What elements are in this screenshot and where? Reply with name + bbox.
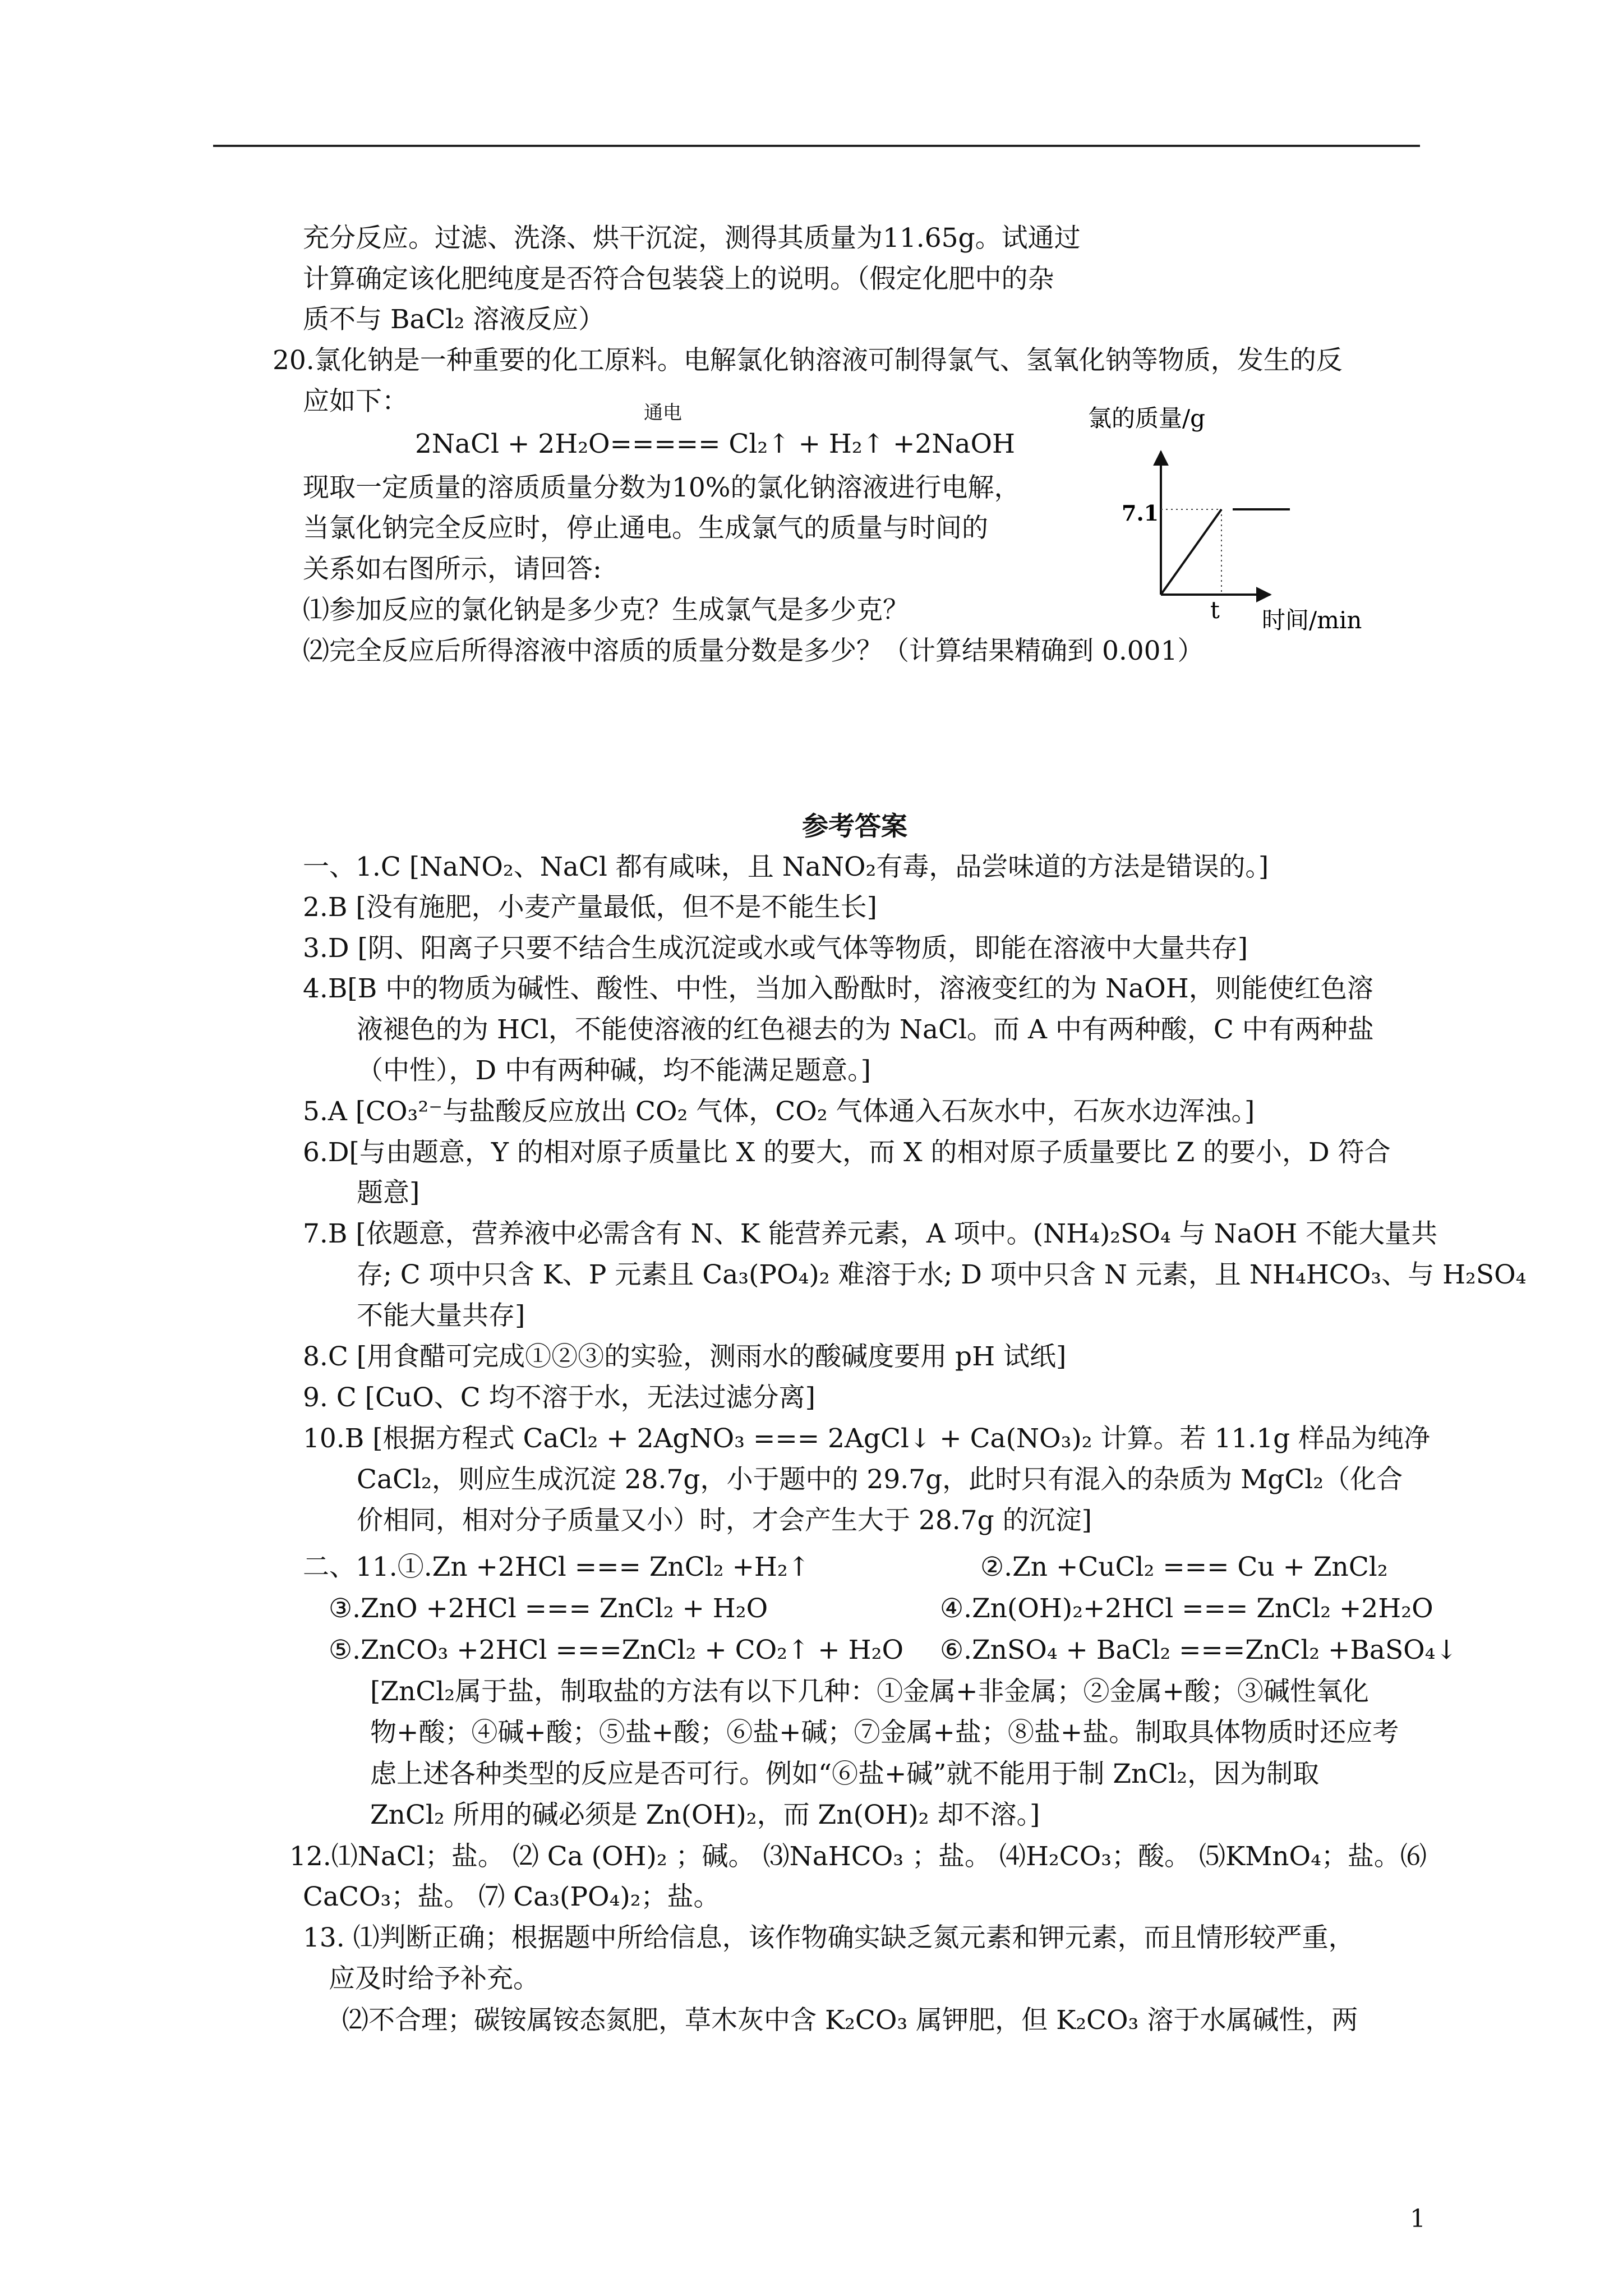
reaction-condition: 通电	[644, 402, 682, 424]
q11-equation: 二、11.①.Zn +2HCl === ZnCl₂ +H₂↑	[303, 1552, 810, 1582]
answer-line: 5.A [CO₃²⁻与盐酸反应放出 CO₂ 气体，CO₂ 气体通入石灰水中，石灰水边浑浊。]	[303, 1096, 1255, 1127]
answer-line: 液褪色的为 HCl，不能使溶液的红色褪去的为 NaCl。而 A 中有两种酸，C 中有两种盐	[357, 1014, 1374, 1045]
y-tick-label: 7.1	[1122, 500, 1159, 526]
answer-line: 不能大量共存]	[357, 1300, 525, 1331]
rising-segment	[1161, 509, 1221, 595]
q20-subquestion-1: ⑴参加反应的氯化钠是多少克？生成氯气是多少克？	[303, 595, 909, 625]
q11-note-line: 物+酸；④碱+酸；⑤盐+酸；⑥盐+碱；⑦金属+盐；⑧盐+盐。制取具体物质时还应考	[370, 1717, 1399, 1748]
problem-line: 计算确定该化肥纯度是否符合包装袋上的说明。（假定化肥中的杂	[303, 264, 1054, 295]
q13-line: ⑵不合理；碳铵属铵态氮肥，草木灰中含 K₂CO₃ 属钾肥，但 K₂CO₃ 溶于水属碱性，两	[342, 2005, 1358, 2036]
answer-line: 一、1.C [NaNO₂、NaCl 都有咸味，且 NaNO₂有毒，品尝味道的方法是错误的。]	[303, 852, 1269, 882]
x-tick-label: t	[1210, 596, 1220, 624]
q13-line: 13. ⑴判断正确；根据题中所给信息，该作物确实缺乏氮元素和钾元素，而且情形较严重，	[303, 1922, 1355, 1953]
answer-line: 存; C 项中只含 K、P 元素且 Ca₃(PO₄)₂ 难溶于水; D 项中只含 N 元素，且 NH₄HCO₃、与 H₂SO₄	[357, 1259, 1527, 1290]
answer-line: 9. C [CuO、C 均不溶于水，无法过滤分离]	[303, 1382, 816, 1413]
x-axis-label: 时间/min	[1262, 606, 1362, 634]
q12-line: CaCO₃；盐。 ⑺ Ca₃(PO₄)₂；盐。	[303, 1881, 720, 1912]
q11-note-line: [ZnCl₂属于盐，制取盐的方法有以下几种：①金属+非金属；②金属+酸；③碱性氧化	[370, 1676, 1369, 1707]
q11-equation: ④.Zn(OH)₂+2HCl === ZnCl₂ +2H₂O	[940, 1593, 1433, 1624]
answer-line: 4.B[B 中的物质为碱性、酸性、中性，当加入酚酞时，溶液变红的为 NaOH，则能使红色溶	[303, 973, 1373, 1004]
y-axis-label: 氯的质量/g	[1088, 404, 1206, 432]
answer-line: 8.C [用食醋可完成①②③的实验，测雨水的酸碱度要用 pH 试纸]	[303, 1341, 1067, 1372]
problem-line: 充分反应。过滤、洗涤、烘干沉淀，测得其质量为11.65g。试通过	[303, 223, 1081, 254]
q13-line: 应及时给予补充。	[329, 1963, 540, 1994]
answer-line: （中性），D 中有两种碱，均不能满足题意。]	[357, 1055, 871, 1086]
q20-line: 当氯化钠完全反应时，停止通电。生成氯气的质量与时间的	[303, 513, 988, 544]
answers-heading: 参考答案	[802, 811, 907, 842]
problem-line: 质不与 BaCl₂ 溶液反应）	[303, 304, 605, 335]
electrolysis-equation: 2NaCl + 2H₂O===== Cl₂↑ + H₂↑ +2NaOH	[415, 429, 1015, 459]
answer-line: 10.B [根据方程式 CaCl₂ + 2AgNO₃ === 2AgCl↓ + Ca(NO₃)₂ 计算。若 11.1g 样品为纯净	[303, 1423, 1431, 1454]
answer-line: 2.B [没有施肥，小麦产量最低，但不是不能生长]	[303, 892, 877, 923]
header-rule	[213, 145, 1420, 147]
answer-line: 价相同，相对分子质量又小）时，才会产生大于 28.7g 的沉淀]	[357, 1505, 1092, 1536]
answer-line: 6.D[与由题意，Y 的相对原子质量比 X 的要大，而 X 的相对原子质量要比 Z 的要小，D 符合	[303, 1137, 1391, 1168]
q20-line: 关系如右图所示，请回答:	[303, 554, 602, 585]
q11-note-line: 虑上述各种类型的反应是否可行。例如“⑥盐+碱”就不能用于制 ZnCl₂，因为制取	[370, 1759, 1320, 1789]
q12-line: 12.⑴NaCl；盐。 ⑵ Ca (OH)₂ ；碱。 ⑶NaHCO₃ ；盐。 ⑷H₂CO₃；酸。 ⑸KMnO₄；盐。⑹	[289, 1841, 1427, 1872]
q20-line: 20.氯化钠是一种重要的化工原料。电解氯化钠溶液可制得氯气、氢氧化钠等物质，发生的反	[273, 345, 1343, 376]
q11-equation: ⑥.ZnSO₄ + BaCl₂ ===ZnCl₂ +BaSO₄↓	[940, 1635, 1458, 1665]
page-number: 1	[1410, 2205, 1426, 2233]
answer-line: CaCl₂，则应生成沉淀 28.7g，小于题中的 29.7g，此时只有混入的杂质为 MgCl₂（化合	[357, 1464, 1403, 1495]
answer-line: 7.B [依题意，营养液中必需含有 N、K 能营养元素，A 项中。(NH₄)₂SO₄ 与 NaOH 不能大量共	[303, 1218, 1438, 1249]
q11-equation: ③.ZnO +2HCl === ZnCl₂ + H₂O	[329, 1593, 768, 1624]
answer-line: 3.D [阴、阳离子只要不结合生成沉淀或水或气体等物质，即能在溶液中大量共存]	[303, 933, 1248, 964]
q20-line: 现取一定质量的溶质质量分数为10%的氯化钠溶液进行电解，	[303, 472, 1021, 503]
answer-line: 题意]	[357, 1177, 420, 1208]
q11-equation: ②.Zn +CuCl₂ === Cu + ZnCl₂	[980, 1552, 1388, 1582]
q20-subquestion-2: ⑵完全反应后所得溶液中溶质的质量分数是多少？（计算结果精确到 0.001）	[303, 636, 1204, 666]
chlorine-mass-chart	[1082, 404, 1430, 639]
q11-equation: ⑤.ZnCO₃ +2HCl ===ZnCl₂ + CO₂↑ + H₂O	[329, 1635, 903, 1665]
q11-note-line: ZnCl₂ 所用的碱必须是 Zn(OH)₂，而 Zn(OH)₂ 却不溶。]	[370, 1800, 1040, 1830]
q20-line: 应如下：	[303, 386, 408, 417]
